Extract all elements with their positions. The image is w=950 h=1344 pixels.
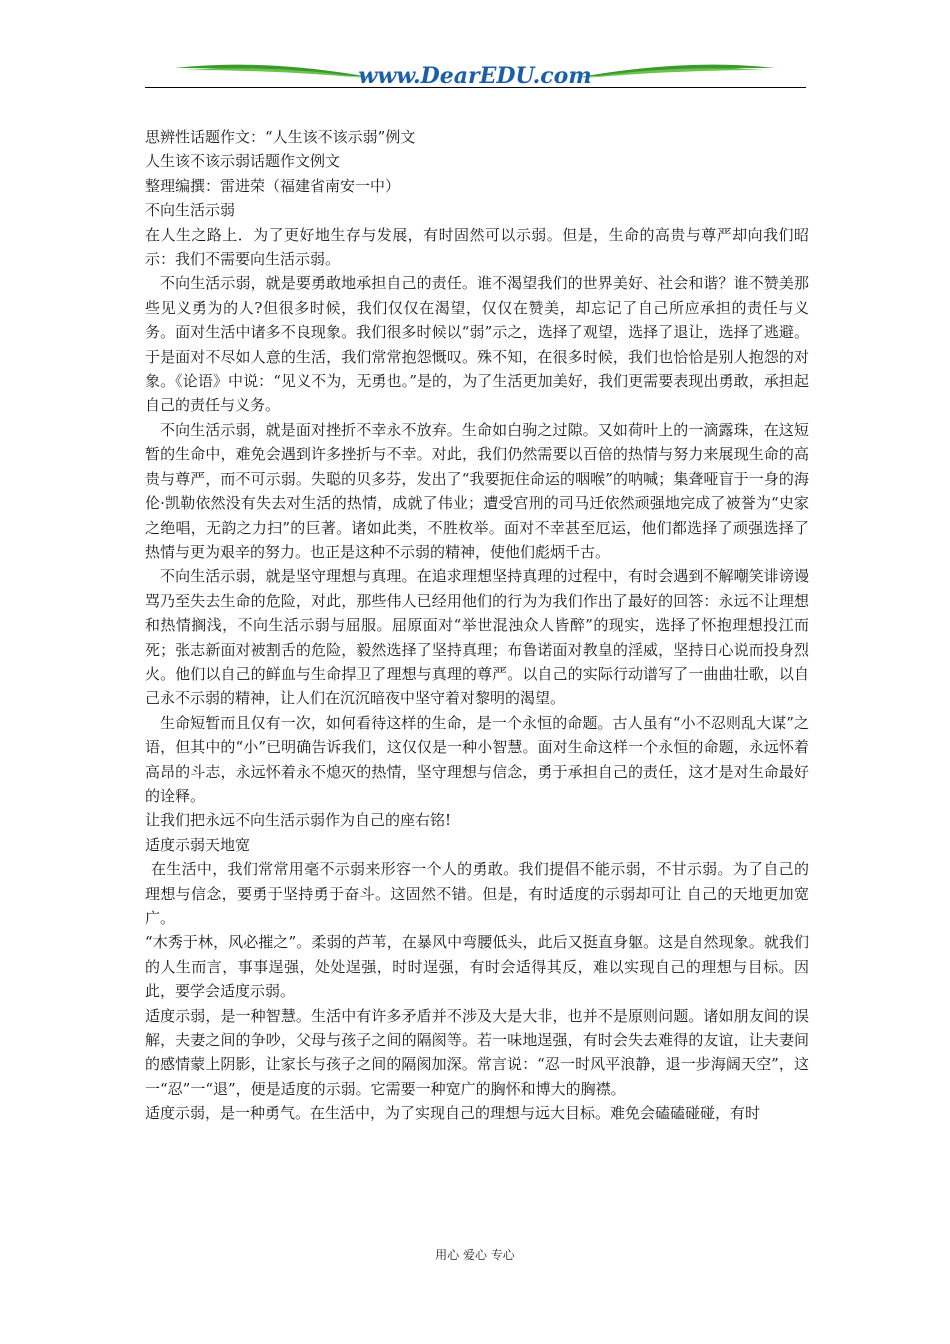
site-header-logo [145, 56, 805, 90]
author-line: 整理编撰：雷进荣（福建省南安一中） [145, 176, 401, 195]
paragraph: 适度示弱，是一种智慧。生活中有许多矛盾并不涉及大是大非，也并不是原则问题。诸如朋友间的误解，夫妻之间的争吵，父母与孩子之间的隔阂等。若一味地逞强，有时会失去难得的友谊，让夫妻间的感情蒙上阴影，让家长与孩子之间的隔阂加深。常言说：“忍一时风平浪静，退一步海阔天空”，这一“忍”一“退”，便是适度的示弱。它需要一种宽广的胸怀和博大的胸襟。 [145, 1006, 809, 1098]
paragraph: “木秀于林，风必摧之”。柔弱的芦苇，在暴风中弯腰低头，此后又挺直身躯。这是自然现象。就我们的人生而言，事事逞强，处处逞强，时时逞强，有时会适得其反，难以实现自己的理想与目标。因此，要学会适度示弱。 [145, 933, 809, 1001]
swoosh-logo-graphic [145, 56, 805, 90]
document-title: 思辨性话题作文：“人生该不该示弱”例文 [145, 128, 416, 146]
paragraph: 不向生活示弱，就是面对挫折不幸永不放弃。生命如白驹之过隙。又如荷叶上的一滴露珠，在这短暂的生命中，难免会遇到许多挫折与不幸。对此，我们仍然需要以百倍的热情与努力来展现生命的高贵与尊严，而不可示弱。失聪的贝多芬，发出了“我要扼住命运的咽喉”的呐喊；集聋哑盲于一身的海伦·凯勒依然没有失去对生活的热情，成就了伟业；遭受宫刑的司马迁依然顽强地完成了被誉为“史家之绝唱，无韵之力扫”的巨著。诸如此类，不胜枚举。面对不幸甚至厄运，他们都选择了顽强选择了热情与更为艰辛的努力。也正是这种不示弱的精神，使他们彪炳千古。 [145, 420, 809, 561]
header-divider [145, 87, 806, 88]
essay-title-2: 适度示弱天地宽 [145, 835, 251, 854]
paragraph: 生命短暂而且仅有一次，如何看待这样的生命，是一个永恒的命题。古人虽有“小不忍则乱大谋”之语，但其中的“小”已明确告诉我们，这仅仅是一种小智慧。面对生命这样一个永恒的命题，永远怀着高昂的斗志，永远怀着永不熄灭的热情，坚守理想与信念，勇于承担自己的责任，这才是对生命最好的诠释。 [145, 713, 809, 805]
site-name: www.DearEDU.com [358, 63, 592, 89]
paragraph: 让我们把永远不向生活示弱作为自己的座右铭! [145, 811, 452, 830]
paragraph: 不向生活示弱，就是坚守理想与真理。在追求理想坚持真理的过程中，有时会遇到不解嘲笑诽谤谩骂乃至失去生命的危险，对此，那些伟人已经用他们的行为为我们作出了最好的回答：永远不让理想和热情搁浅，不向生活示弱与屈服。屈原面对“举世混浊众人皆醉”的现实，选择了怀抱理想投江而死；张志新面对被割舌的危险，毅然选择了坚持真理；布鲁诺面对教皇的淫威，坚持日心说而投身烈火。他们以自己的鲜血与生命捍卫了理想与真理的尊严。以自己的实际行动谱写了一曲曲壮歌，以自己永不示弱的精神，让人们在沉沉暗夜中坚守着对黎明的渴望。 [145, 567, 809, 708]
document-subtitle: 人生该不该示弱话题作文例文 [145, 152, 341, 171]
paragraph: 在生活中，我们常常用毫不示弱来形容一个人的勇敢。我们提倡不能示弱，不甘示弱。为了自己的理想与信念，要勇于坚持勇于奋斗。这固然不错。但是，有时适度的示弱却可让 自己的天地更加宽广。 [145, 860, 809, 927]
paragraph: 不向生活示弱，就是要勇敢地承担自己的责任。谁不渴望我们的世界美好、社会和谐？谁不赞美那些见义勇为的人?但很多时候，我们仅仅在渴望，仅仅在赞美，却忘记了自己所应承担的责任与义务。面对生活中诸多不良现象。我们很多时候以“弱”示之，选择了观望，选择了退让，选择了逃避。于是面对不尽如人意的生活，我们常常抱怨慨叹。殊不知，在很多时候，我们也恰恰是别人抱怨的对象。《论语》中说：“见义不为，无勇也。”是的，为了生活更加美好，我们更需要表现出勇敢，承担起自己的责任与义务。 [145, 274, 809, 415]
page-footer: 用心 爱心 专心 [435, 1248, 515, 1262]
paragraph: 在人生之路上．为了更好地生存与发展，有时固然可以示弱。但是，生命的高贵与尊严却向我们昭示：我们不需要向生活示弱。 [145, 225, 809, 269]
document-body [145, 125, 809, 1126]
essay-title-1: 不向生活示弱 [145, 201, 236, 220]
paragraph: 适度示弱，是一种勇气。在生活中，为了实现自己的理想与远大目标。难免会磕磕碰碰，有时 [145, 1104, 761, 1123]
